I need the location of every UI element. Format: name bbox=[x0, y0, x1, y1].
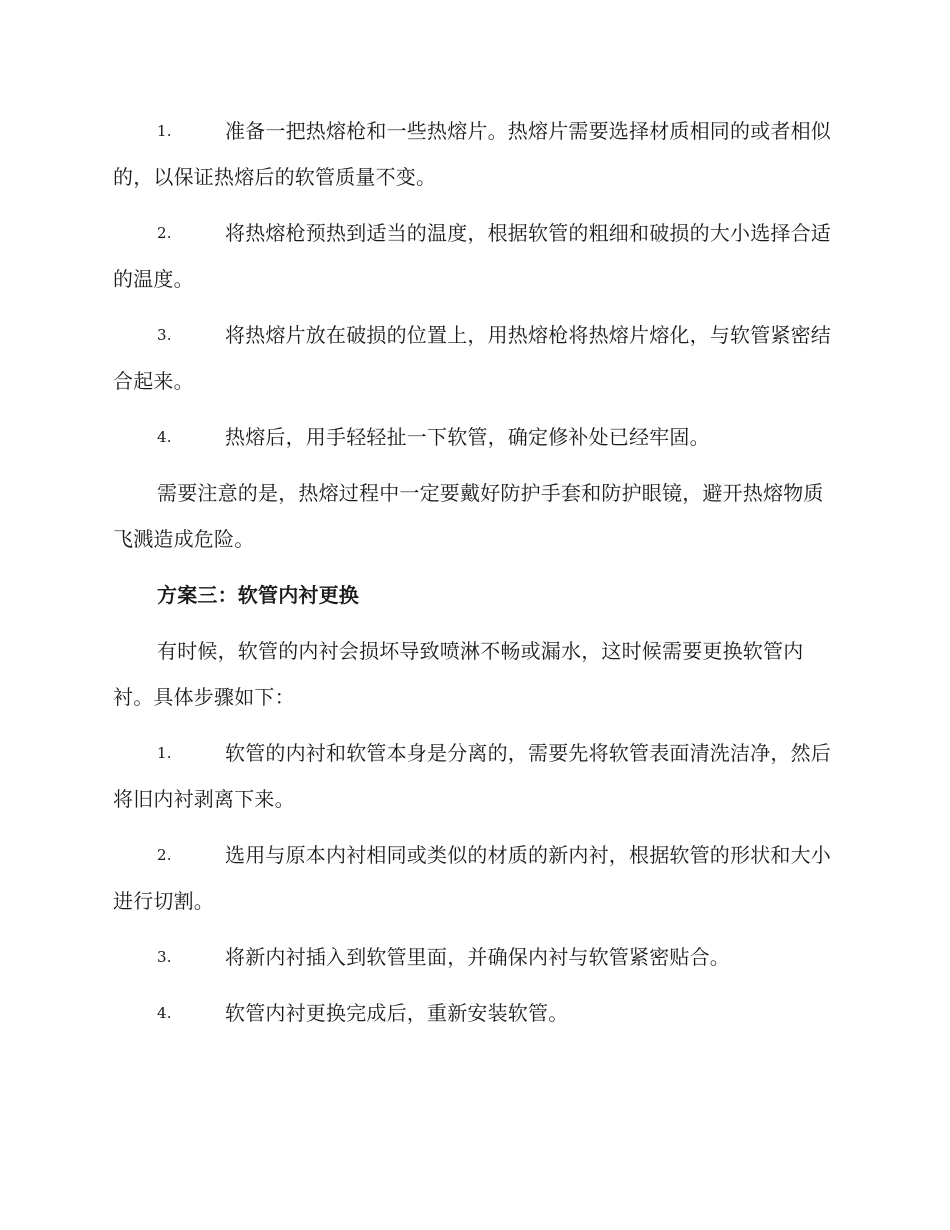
list-number: 3. bbox=[157, 326, 172, 344]
list-number: 4. bbox=[157, 428, 172, 446]
document-page bbox=[113, 108, 833, 1046]
list-item bbox=[113, 934, 833, 980]
list-number: 2. bbox=[157, 224, 172, 242]
list-number: 1. bbox=[157, 744, 172, 762]
list-number: 2. bbox=[157, 846, 172, 864]
list-item-text: 选用与原本内衬相同或类似的材质的新内衬，根据软管的形状和大小进行切割。 bbox=[113, 843, 831, 913]
list-item bbox=[113, 832, 833, 924]
list-number: 3. bbox=[157, 948, 172, 966]
section-heading: 方案三：软管内衬更换 bbox=[157, 583, 359, 607]
list-item-text: 热熔后，用手轻轻扯一下软管，确定修补处已经牢固。 bbox=[225, 425, 710, 449]
list-item-text: 软管的内衬和软管本身是分离的，需要先将软管表面清洗洁净，然后将旧内衬剥离下来。 bbox=[113, 741, 831, 811]
list-number: 4. bbox=[157, 1004, 172, 1022]
list-item bbox=[113, 990, 833, 1036]
list-item-text: 将新内衬插入到软管里面，并确保内衬与软管紧密贴合。 bbox=[225, 945, 730, 969]
intro-paragraph: 有时候，软管的内衬会损坏导致喷淋不畅或漏水，这时候需要更换软管内衬。具体步骤如下： bbox=[113, 639, 804, 709]
list-item bbox=[113, 108, 833, 200]
list-item-text: 将热熔枪预热到适当的温度，根据软管的粗细和破损的大小选择合适的温度。 bbox=[113, 221, 831, 291]
list-item bbox=[113, 312, 833, 404]
list-number: 1. bbox=[157, 122, 172, 140]
note-paragraph: 需要注意的是，热熔过程中一定要戴好防护手套和防护眼镜，避开热熔物质飞溅造成危险。 bbox=[113, 481, 824, 551]
list-item bbox=[113, 414, 833, 460]
list-item-text: 准备一把热熔枪和一些热熔片。热熔片需要选择材质相同的或者相似的，以保证热熔后的软管质量不变。 bbox=[113, 119, 831, 189]
list-item bbox=[113, 210, 833, 302]
list-item-text: 将热熔片放在破损的位置上，用热熔枪将热熔片熔化，与软管紧密结合起来。 bbox=[113, 323, 831, 393]
list-item-text: 软管内衬更换完成后，重新安装软管。 bbox=[225, 1001, 569, 1025]
list-item bbox=[113, 730, 833, 822]
